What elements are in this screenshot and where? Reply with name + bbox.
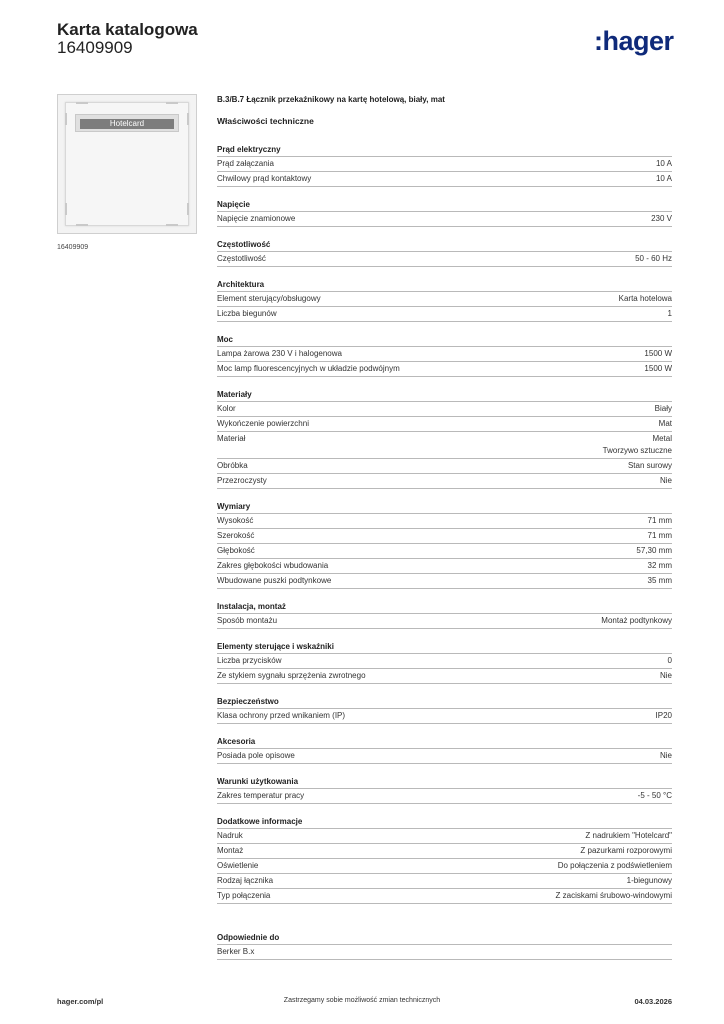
spec-label: Typ połączenia bbox=[217, 891, 271, 900]
spec-value: Nie bbox=[659, 671, 672, 680]
spec-label: Rodzaj łącznika bbox=[217, 876, 274, 885]
spec-label: Posiada pole opisowe bbox=[217, 751, 295, 760]
spec-section bbox=[217, 388, 672, 489]
spec-label: Wysokość bbox=[217, 516, 254, 525]
footer-website[interactable]: hager.com/pl bbox=[57, 997, 104, 1006]
spec-row bbox=[217, 653, 672, 668]
section-heading: Napięcie bbox=[217, 200, 250, 209]
spec-section bbox=[217, 500, 672, 589]
spec-value: 32 mm bbox=[647, 561, 672, 570]
spec-value: Metal Tworzywo sztuczne bbox=[602, 434, 672, 455]
hager-logo bbox=[594, 26, 674, 57]
spec-label: Sposób montażu bbox=[217, 616, 278, 625]
spec-label: Wykończenie powierzchni bbox=[217, 419, 309, 428]
spec-row bbox=[217, 528, 672, 543]
spec-row bbox=[217, 843, 672, 858]
section-heading: Instalacja, montaż bbox=[217, 602, 286, 611]
section-heading: Prąd elektryczny bbox=[217, 145, 281, 154]
spec-label: Wbudowane puszki podtynkowe bbox=[217, 576, 332, 585]
spec-label: Napięcie znamionowe bbox=[217, 214, 296, 223]
spec-value: 1-biegunowy bbox=[626, 876, 672, 885]
spec-row bbox=[217, 473, 672, 489]
spec-value: 57,30 mm bbox=[636, 546, 672, 555]
spec-section bbox=[217, 640, 672, 684]
properties-title: Właściwości techniczne bbox=[217, 116, 314, 126]
spec-value: 230 V bbox=[651, 214, 672, 223]
card-label: Hotelcard bbox=[80, 119, 174, 129]
footer-date: 04.03.2026 bbox=[634, 997, 672, 1006]
product-photo bbox=[57, 94, 197, 234]
spec-row bbox=[217, 858, 672, 873]
section-heading: Warunki użytkowania bbox=[217, 777, 299, 786]
spec-label: Zakres temperatur pracy bbox=[217, 791, 305, 800]
spec-label: Element sterujący/obsługowy bbox=[217, 294, 321, 303]
spec-row bbox=[217, 306, 672, 322]
spec-value: Z zaciskami śrubowo-windowymi bbox=[555, 891, 672, 900]
spec-label: Głębokość bbox=[217, 546, 255, 555]
spec-section bbox=[217, 735, 672, 764]
logo-text: hager bbox=[602, 26, 674, 56]
spec-value: Biały bbox=[654, 404, 672, 413]
footer-disclaimer: Zastrzegamy sobie możliwość zmian technicznych bbox=[283, 997, 441, 1004]
switch-plate-image bbox=[65, 102, 189, 226]
section-heading: Wymiary bbox=[217, 502, 251, 511]
spec-row bbox=[217, 431, 672, 458]
product-title: B.3/B.7 Łącznik przekaźnikowy na kartę hotelową, biały, mat bbox=[217, 95, 445, 104]
spec-value: 1500 W bbox=[644, 364, 672, 373]
spec-label: Częstotliwość bbox=[217, 254, 266, 263]
section-heading: Moc bbox=[217, 335, 233, 344]
spec-value: 0 bbox=[667, 656, 672, 665]
spec-row bbox=[217, 708, 672, 724]
spec-row bbox=[217, 156, 672, 171]
spec-row bbox=[217, 458, 672, 473]
spec-label: Kolor bbox=[217, 404, 236, 413]
spec-label: Montaż bbox=[217, 846, 244, 855]
spec-value: 1500 W bbox=[644, 349, 672, 358]
section-heading: Elementy sterujące i wskaźniki bbox=[217, 642, 334, 651]
spec-label: Obróbka bbox=[217, 461, 248, 470]
spec-label: Berker B.x bbox=[217, 947, 255, 956]
spec-section bbox=[217, 931, 672, 960]
spec-section bbox=[217, 278, 672, 322]
section-heading: Architektura bbox=[217, 280, 265, 289]
spec-row bbox=[217, 613, 672, 629]
spec-label: Moc lamp fluorescencyjnych w układzie podwójnym bbox=[217, 364, 400, 373]
spec-label: Nadruk bbox=[217, 831, 243, 840]
spec-value: Nie bbox=[659, 751, 672, 760]
spec-row bbox=[217, 748, 672, 764]
spec-row bbox=[217, 944, 672, 960]
spec-label: Chwilowy prąd kontaktowy bbox=[217, 174, 312, 183]
spec-label: Szerokość bbox=[217, 531, 255, 540]
spec-value: 1 bbox=[667, 309, 672, 318]
section-heading: Dodatkowe informacje bbox=[217, 817, 303, 826]
section-heading: Bezpieczeństwo bbox=[217, 697, 279, 706]
spec-value: 50 - 60 Hz bbox=[635, 254, 672, 263]
spec-value: IP20 bbox=[655, 711, 672, 720]
spec-value: 10 A bbox=[655, 159, 672, 168]
spec-row bbox=[217, 513, 672, 528]
spec-value: Nie bbox=[659, 476, 672, 485]
catalog-number: 16409909 bbox=[57, 38, 133, 57]
spec-section bbox=[217, 333, 672, 377]
spec-label: Oświetlenie bbox=[217, 861, 259, 870]
spec-section bbox=[217, 695, 672, 724]
spec-value: -5 - 50 °C bbox=[637, 791, 672, 800]
spec-row bbox=[217, 416, 672, 431]
card-slot bbox=[75, 114, 179, 132]
spec-row bbox=[217, 346, 672, 361]
spec-sections bbox=[217, 143, 672, 960]
spec-section bbox=[217, 775, 672, 804]
spec-row bbox=[217, 543, 672, 558]
spec-value: Stan surowy bbox=[627, 461, 672, 470]
spec-label: Zakres głębokości wbudowania bbox=[217, 561, 329, 570]
logo-colon-icon: : bbox=[594, 26, 603, 56]
spec-row bbox=[217, 251, 672, 267]
spec-value: 35 mm bbox=[647, 576, 672, 585]
section-heading: Częstotliwość bbox=[217, 240, 271, 249]
spec-row bbox=[217, 211, 672, 227]
spec-row bbox=[217, 668, 672, 684]
spec-label: Liczba przycisków bbox=[217, 656, 282, 665]
spec-value: Mat bbox=[658, 419, 672, 428]
spec-section bbox=[217, 198, 672, 227]
spec-row bbox=[217, 558, 672, 573]
spec-value: Z nadrukiem "Hotelcard" bbox=[585, 831, 672, 840]
section-heading: Materiały bbox=[217, 390, 252, 399]
spec-section bbox=[217, 143, 672, 187]
spec-label: Ze stykiem sygnału sprzężenia zwrotnego bbox=[217, 671, 366, 680]
spec-value: 71 mm bbox=[647, 516, 672, 525]
spec-label: Przezroczysty bbox=[217, 476, 267, 485]
spec-section bbox=[217, 815, 672, 904]
spec-content bbox=[217, 94, 672, 971]
spec-value: 71 mm bbox=[647, 531, 672, 540]
spec-row bbox=[217, 361, 672, 377]
spec-label: Klasa ochrony przed wnikaniem (IP) bbox=[217, 711, 346, 720]
spec-value: 10 A bbox=[655, 174, 672, 183]
spec-value: Z pazurkami rozporowymi bbox=[580, 846, 672, 855]
spec-row bbox=[217, 401, 672, 416]
section-heading: Akcesoria bbox=[217, 737, 256, 746]
spec-row bbox=[217, 828, 672, 843]
spec-value: Karta hotelowa bbox=[618, 294, 672, 303]
spec-value: Montaż podtynkowy bbox=[601, 616, 672, 625]
spec-value: Do połączenia z podświetleniem bbox=[557, 861, 672, 870]
spec-section bbox=[217, 600, 672, 629]
spec-row bbox=[217, 573, 672, 589]
spec-row bbox=[217, 291, 672, 306]
spec-row bbox=[217, 171, 672, 187]
spec-label: Prąd załączania bbox=[217, 159, 274, 168]
spec-row bbox=[217, 873, 672, 888]
spec-label: Liczba biegunów bbox=[217, 309, 277, 318]
spec-row bbox=[217, 788, 672, 804]
photo-caption: 16409909 bbox=[57, 244, 89, 251]
section-heading: Odpowiednie do bbox=[217, 933, 280, 942]
spec-label: Lampa żarowa 230 V i halogenowa bbox=[217, 349, 342, 358]
spec-section bbox=[217, 238, 672, 267]
spec-label: Materiał bbox=[217, 434, 246, 443]
document-title: Karta katalogowa bbox=[57, 20, 198, 39]
spec-row bbox=[217, 888, 672, 904]
